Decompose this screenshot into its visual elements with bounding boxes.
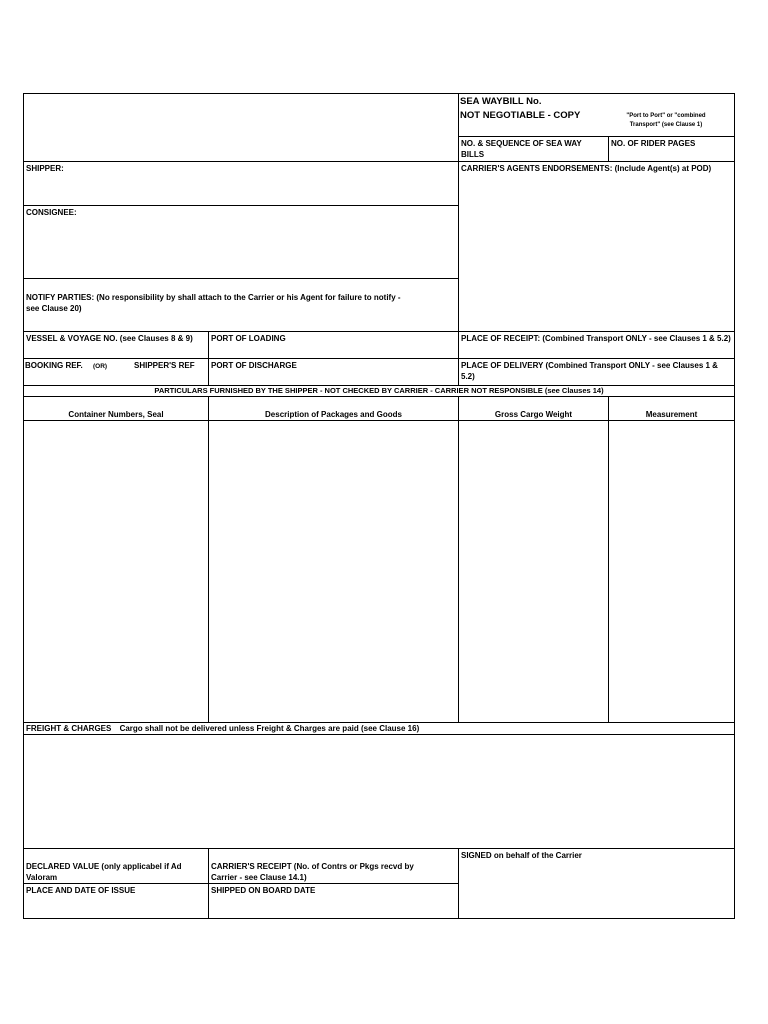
or-label: (OR)	[93, 363, 108, 370]
carrier-header-box	[23, 93, 459, 162]
rider-pages-label: NO. OF RIDER PAGES	[611, 139, 696, 148]
vessel-voyage-field[interactable]	[23, 331, 209, 359]
marks-column-label: Container Numbers, Seal	[68, 410, 164, 419]
shipper-field[interactable]	[23, 161, 459, 206]
shippers-ref-label: SHIPPER'S REF	[134, 361, 195, 370]
transport-note: "Port to Port" or "combined Transport" (see Clause 1)	[626, 113, 706, 128]
place-of-receipt-field[interactable]	[458, 331, 735, 359]
port-of-discharge-field[interactable]	[208, 358, 459, 386]
sequence-of-waybills-field[interactable]	[458, 136, 609, 162]
waybill-title: SEA WAYBILL No.	[460, 96, 542, 107]
description-column-header	[208, 396, 459, 421]
declared-value-field[interactable]	[23, 848, 209, 884]
booking-ref-label: BOOKING REF.	[25, 361, 83, 370]
measurement-entry-area[interactable]	[608, 420, 735, 723]
carrier-signature-field[interactable]	[458, 848, 735, 919]
declared-value-label: DECLARED VALUE (only applicabel if Ad Valoram	[26, 862, 182, 882]
carrier-signature-label: SIGNED on behalf of the Carrier	[461, 851, 582, 860]
marks-column-header	[23, 396, 209, 421]
notify-parties-field[interactable]	[23, 278, 459, 332]
freight-charges-note: Cargo shall not be delivered unless Freight & Charges are paid (see Clause 16)	[119, 724, 420, 733]
place-date-issue-label: PLACE AND DATE OF ISSUE	[26, 886, 136, 895]
port-of-discharge-label: PORT OF DISCHARGE	[211, 361, 297, 370]
description-entry-area[interactable]	[208, 420, 459, 723]
consignee-field[interactable]	[23, 205, 459, 279]
particulars-banner-text: PARTICULARS FURNISHED BY THE SHIPPER - NOT CHECKED BY CARRIER - CARRIER NOT RESPONSIBLE (see Clauses 14)	[154, 386, 604, 395]
vessel-voyage-label: VESSEL & VOYAGE NO. (see Clauses 8 & 9)	[26, 334, 193, 343]
booking-ref-field[interactable]	[23, 358, 209, 386]
place-of-receipt-label: PLACE OF RECEIPT: (Combined Transport ONLY - see Clauses 1 & 5.2)	[461, 334, 731, 343]
description-column-label: Description of Packages and Goods	[265, 410, 402, 419]
weight-column-label: Gross Cargo Weight	[494, 410, 573, 419]
measurement-column-header	[608, 396, 735, 421]
marks-entry-area[interactable]	[23, 420, 209, 723]
carriers-receipt-label: CARRIER'S RECEIPT (No. of Contrs or Pkgs recvd by Carrier - see Clause 14.1)	[211, 862, 414, 882]
freight-charges-label: FREIGHT & CHARGES	[26, 724, 112, 733]
measurement-column-label: Measurement	[645, 410, 698, 419]
weight-entry-area[interactable]	[458, 420, 609, 723]
agents-endorsements-label: CARRIER'S AGENTS ENDORSEMENTS: (Include Agent(s) at POD)	[461, 164, 712, 173]
weight-column-header	[458, 396, 609, 421]
rider-pages-field[interactable]	[608, 136, 735, 162]
port-of-loading-field[interactable]	[208, 331, 459, 359]
consignee-label: CONSIGNEE:	[26, 208, 77, 217]
place-date-issue-field[interactable]	[23, 883, 209, 919]
shipper-label: SHIPPER:	[26, 164, 64, 173]
waybill-subtitle: NOT NEGOTIABLE - COPY	[460, 110, 581, 121]
waybill-title-box	[458, 93, 735, 137]
notify-parties-label: NOTIFY PARTIES: (No responsibility by shall attach to the Carrier or his Agent for failure to notify - see Clause 20)	[26, 293, 401, 313]
shipped-on-board-label: SHIPPED ON BOARD DATE	[211, 886, 316, 895]
carriers-receipt-field[interactable]	[208, 848, 459, 884]
port-of-loading-label: PORT OF LOADING	[211, 334, 286, 343]
sequence-of-waybills-label: NO. & SEQUENCE OF SEA WAY BILLS	[461, 139, 582, 159]
freight-charges-entry-area[interactable]	[23, 734, 735, 849]
place-of-delivery-field[interactable]	[458, 358, 735, 386]
place-of-delivery-label: PLACE OF DELIVERY (Combined Transport ONLY - see Clauses 1 & 5.2)	[461, 361, 718, 381]
agents-endorsements-field[interactable]	[458, 161, 735, 332]
shipped-on-board-field[interactable]	[208, 883, 459, 919]
